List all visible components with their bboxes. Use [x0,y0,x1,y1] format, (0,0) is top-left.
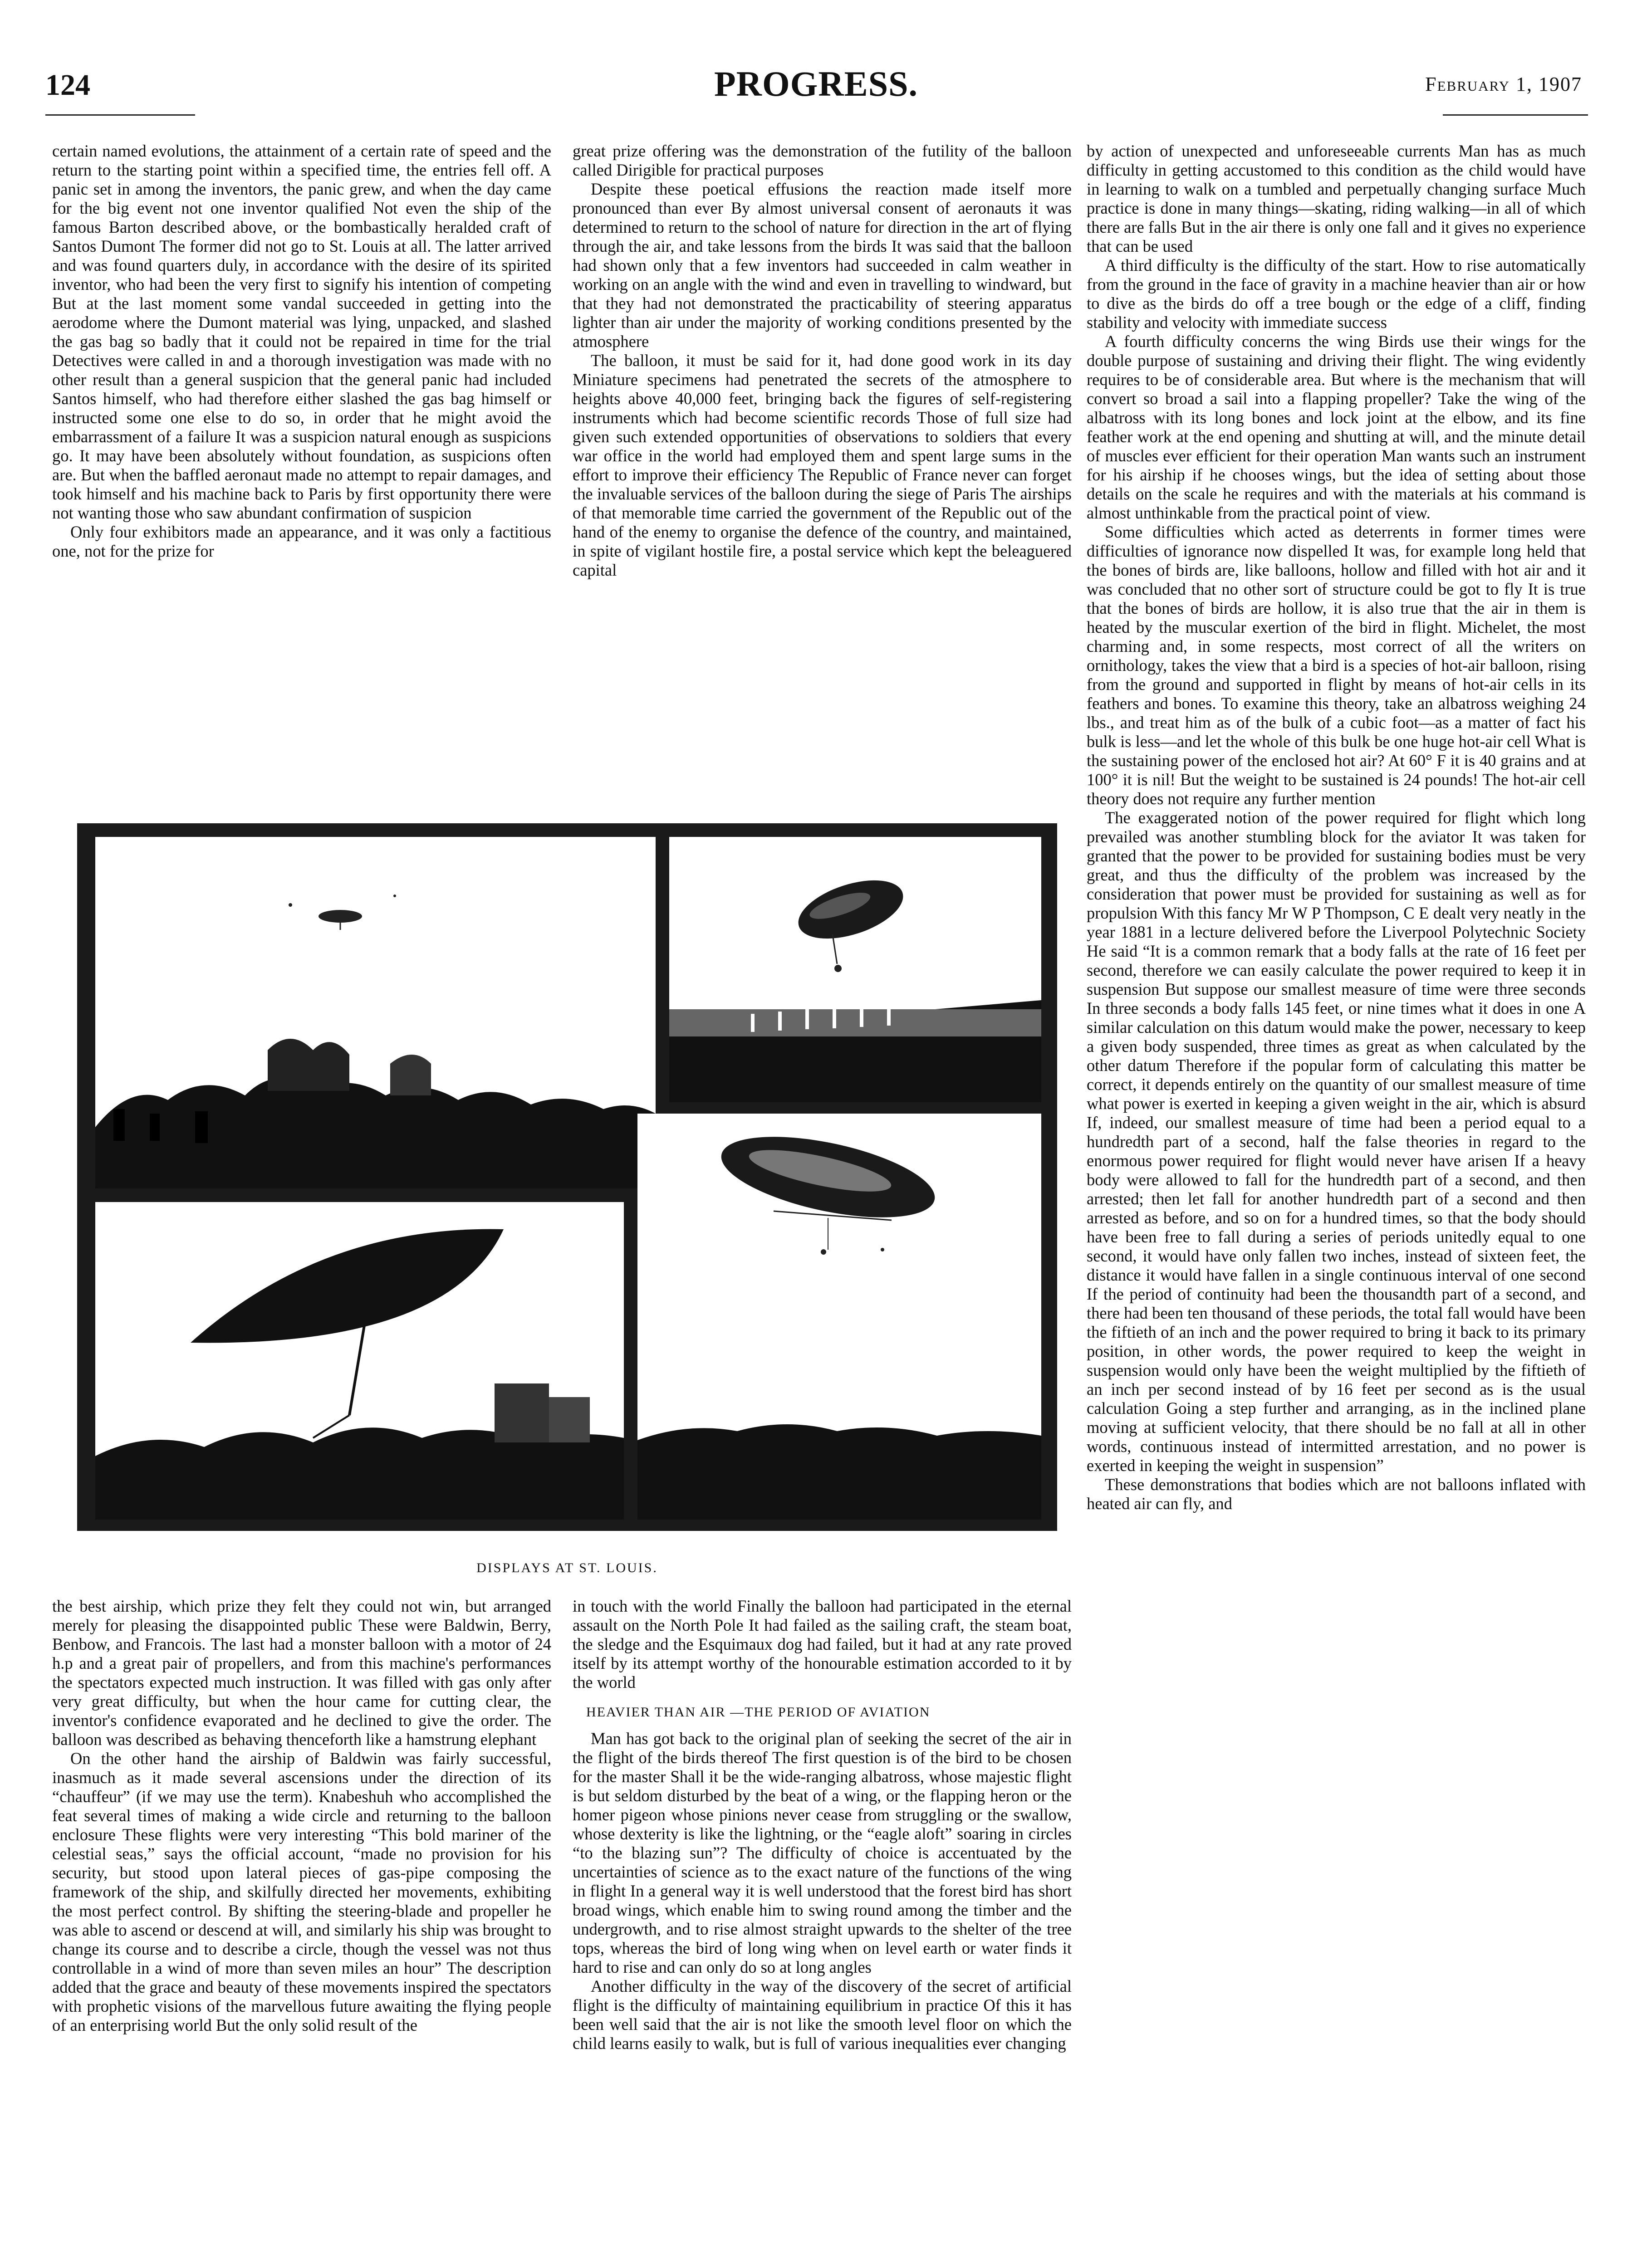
paragraph: The exaggerated notion of the power required for flight which long prevailed was another stumbling block for the aviator It was taken for granted that the power to be provided for sustaining bodies must be very great, and thus the difficulty of the problem was increased by the consideration that power must be provided for sustaining as well as for propulsion With this fancy Mr W P Thompson, C E dealt very neatly in the year 1881 in a lecture delivered before the Liverpool Polytechnic Society He said “It is a common remark that a body falls at the rate of 16 feet per second, therefore we can easily calculate the power required to keep it in suspension But suppose our smallest measure of time were three seconds In three seconds a body falls 145 feet, or nine times what it does in one A similar calculation on this datum would make the power, necessary to keep a given body suspended, three times as great as when calculated by the other datum Therefore if the popular form of calculating this matter be correct, it depends entirely on the quantity of our smallest measure of time what power is exerted in keeping a given weight in the air, which is absurd If, indeed, our smallest measure of time had been a period equal to a hundredth part of a second, half the false theories in regard to the enormous power required for flight would never have arisen If a heavy body were allowed to fall for the hundredth part of a second, and then arrested; then let fall for another hundredth part of a second and then arrested as before, and so on for a hundred times, so that the body should have been free to fall during a series of periods unitedly equal to one second, it would have only fallen two inches, instead of sixteen feet, the distance it would have fallen in a single continuous interval of one second If the period of continuity had been the thousandth part of a second, and there had been ten thousand of these periods, the total fall would have been the fiftieth of an inch and the power required to bring it back to its primary position, in other words, the power required to keep the weight in suspension would only have been the weight multiplied by the fiftieth of an inch per second instead of by 16 feet per second as is the usual calculation Going a step further and arranging, as in the inclined plane moving at sufficient velocity, that there should be no fall at all in other words, continuous instead of intermitted arrestation, and no power is exerted in keeping the weight in suspension” [1087,808,1586,1475]
photo-plate [77,823,1057,1531]
paragraph: Another difficulty in the way of the discovery of the secret of artificial flight is the difficulty of maintaining equilibrium in practice Of this it has been well said that the air is not like the smooth level floor on which the child learns easily to walk, but is full of various inequalities ever changing [573,1977,1072,2053]
paragraph: Only four exhibitors made an appearance, and it was only a factitious one, not for the prize for [52,523,551,560]
paragraph: Some difficulties which acted as deterrents in former times were difficulties of ignorance now dispelled It was, for example long held that the bones of birds are, like balloons, hollow and filled with hot air and it was concluded that no other sort of structure could be got to fly It is true that the bones of birds are hollow, it is also true that the air in them is heated by the muscular exertion of the bird in flight. Michelet, the most charming and, in some respects, most correct of all the writers on ornithology, takes the view that a bird is a species of hot-air balloon, rising from the ground and supported in flight by means of hot-air cells in its feathers and bones. To examine this theory, take an albatross weighing 24 lbs., and treat him as of the bulk of a cubic foot—as a matter of fact his bulk is less—and let the whole of this bulk be one huge hot-air cell What is the sustaining power of the enclosed hot air? At 60° F it is 40 grains and at 100° it is nil! But the weight to be sustained is 24 pounds! The hot-air cell theory does not require any further mention [1087,523,1586,808]
photo-airship-over-crowd [95,837,656,1188]
photo-airship-in-flight [637,1114,1041,1520]
masthead: PROGRESS. [714,64,918,103]
photo-large-balloon-tethered [95,1202,624,1520]
header-rule-left [45,114,195,116]
column-2-top [573,142,1072,817]
paragraph: great prize offering was the demonstration of the futility of the balloon called Dirigible for practical purposes [573,142,1072,179]
page-number: 124 [45,68,90,102]
paragraph: by action of unexpected and unforeseeable currents Man has as much difficulty in getting accustomed to this condition as the child would have in learning to walk on a tumbled and perpetually changing surface Much practice is done in many things—skating, riding walking—in all of which there are falls But in the air there is only one fall and it gives no experience that can be used [1087,142,1586,255]
paragraph: These demonstrations that bodies which are not balloons inflated with heated air can fly, and [1087,1475,1586,1513]
paragraph: in touch with the world Finally the balloon had participated in the eternal assault on the North Pole It had failed as the sailing craft, the steam boat, the sledge and the Esquimaux dog had failed, but it had at any rate proved itself by its attempt worthy of the honourable estimation accorded to it by the world [573,1597,1072,1691]
header-rule-right [1443,114,1588,116]
column-1-bottom [52,1597,551,2268]
column-3 [1087,142,1586,2268]
paragraph: The balloon, it must be said for it, had done good work in its day Miniature specimens had penetrated the secrets of the atmosphere to heights above 40,000 feet, bringing back the figures of self-registering instruments which had become scientific records Those of full size had given such extended opportunities of observations to soldiers that every war office in the world had employed them and spent large sums in the effort to improve their efficiency The Republic of France never can forget the invaluable services of the balloon during the siege of Paris The airships of that memorable time carried the government of the Republic out of the hand of the enemy to organise the defence of the country, and maintained, in spite of vigilant hostile fire, a postal service which kept the beleaguered capital [573,351,1072,579]
section-heading: HEAVIER THAN AIR —THE PERIOD OF AVIATION [586,1705,931,1720]
paragraph: certain named evolutions, the attainment of a certain rate of speed and the return to the starting point within a specified time, the entries fell off. A panic set in among the inventors, the panic grew, and when the day came for the big event not one inventor qualified Not even the ship of the famous Barton described above, or the bombastically heralded craft of Santos Dumont The former did not go to St. Louis at all. The latter arrived and was found quarters duly, in accordance with the desire of its spirited inventor, who had been the very first to signify his intention of competing But at the last moment some vandal succeeded in getting into the aerodome where the Dumont material was lying, unpacked, and slashed the gas bag so badly that it could not be repaired in time for the trial Detectives were called in and a thorough investigation was made with no other result than a general suspicion that the general panic had included Santos himself, who had therefore either slashed the gas bag himself or instructed some one else to do so, in order that he might avoid the embarrassment of a failure It was a suspicion natural enough as suspicions go. It may have been absolutely without foundation, as suspicions often are. But when the baffled aeronaut made no attempt to repair damages, and took himself and his machine back to Paris by first opportunity there were not wanting those who saw abundant confirmation of suspicion [52,142,551,522]
paragraph: A fourth difficulty concerns the wing Birds use their wings for the double purpose of sustaining and driving their flight. The wing evidently requires to be of considerable area. But where is the mechanism that will convert so broad a sail into a flapping propeller? Take the wing of the albatross with its long bones and lock joint at the elbow, and its fine feather work at the end opening and shutting at will, and the minute detail of muscles ever efficient for their operation Man wants such an instrument for his airship if he chooses wings, but the idea of setting about those details on the scale he requires and with the materials at his command is almost unthinkable from the practical point of view. [1087,332,1586,522]
figure-caption: DISPLAYS AT ST. LOUIS. [476,1560,658,1575]
photo-airship-above-building [669,837,1041,1102]
paragraph: On the other hand the airship of Baldwin was fairly successful, inasmuch as it made several ascensions under the direction of its “chauffeur” (if we may use the term). Knabeshuh who accomplished the feat several times of making a wide circle and returning to the balloon enclosure These flights were very interesting “This bold mariner of the celestial seas,” says the official account, “made no provision for his security, but stood upon lateral pieces of gas-pipe composing the framework of the ship, and skilfully directed her movements, exhibiting the most perfect control. By shifting the steering-blade and propeller he was able to ascend or descend at will, and similarly his ship was brought to change its course and to describe a circle, though the vessel was not thus controllable in a wind of more than seven miles an hour” The description added that the grace and beauty of these movements inspired the spectators with prophetic visions of the marvellous future awaiting the flying people of an enterprising world But the only solid result of the [52,1749,551,2034]
column-1-top [52,142,551,817]
paragraph: Despite these poetical effusions the reaction made itself more pronounced than ever By almost universal consent of aeronauts it was determined to return to the school of nature for direction in the art of flying through the air, and take lessons from the birds It was said that the balloon had shown only that a few inventors had succeeded in calm weather in working on an angle with the wind and even in travelling to windward, but that they had not demonstrated the practicability of steering apparatus lighter than air under the majority of working conditions presented by the atmosphere [573,180,1072,351]
paragraph: the best airship, which prize they felt they could not win, but arranged merely for pleasing the disappointed public These were Baldwin, Berry, Benbow, and Francois. The last had a monster balloon with a motor of 24 h.p and a great pair of propellers, and from this machine's performances the spectators expected much instruction. It was filled with gas only after very great difficulty, but when the hour came for cutting clear, the inventor's confidence evaporated and he declined to give the order. The balloon was described as behaving thenceforth like a hamstrung elephant [52,1597,551,1749]
column-2-bottom [573,1597,1072,2268]
paragraph: Man has got back to the original plan of seeking the secret of the air in the flight of the birds thereof The first question is of the bird to be chosen for the master Shall it be the wide-ranging albatross, whose majestic flight is but seldom disturbed by the beat of a wing, or the flapping heron or the homer pigeon whose pinions never cease from struggling or the swallow, whose dexterity is like the lightning, or the “eagle aloft” soaring in circles “to the blazing sun”? The difficulty of choice is accentuated by the uncertainties of science as to the exact nature of the functions of the wing in flight In a general way it is well understood that the forest bird has short broad wings, which enable him to swing round among the timber and the undergrowth, and to rise almost straight upwards to the shelter of the tree tops, whereas the bird of long wing when on level earth or water finds it hard to rise and can only do so at long angles [573,1729,1072,1976]
issue-date: February 1, 1907 [1425,73,1582,95]
paragraph: A third difficulty is the difficulty of the start. How to rise automatically from the ground in the face of gravity in a machine heavier than air or how to dive as the birds do off a tree bough or the edge of a cliff, finding stability and velocity with immediate success [1087,256,1586,332]
